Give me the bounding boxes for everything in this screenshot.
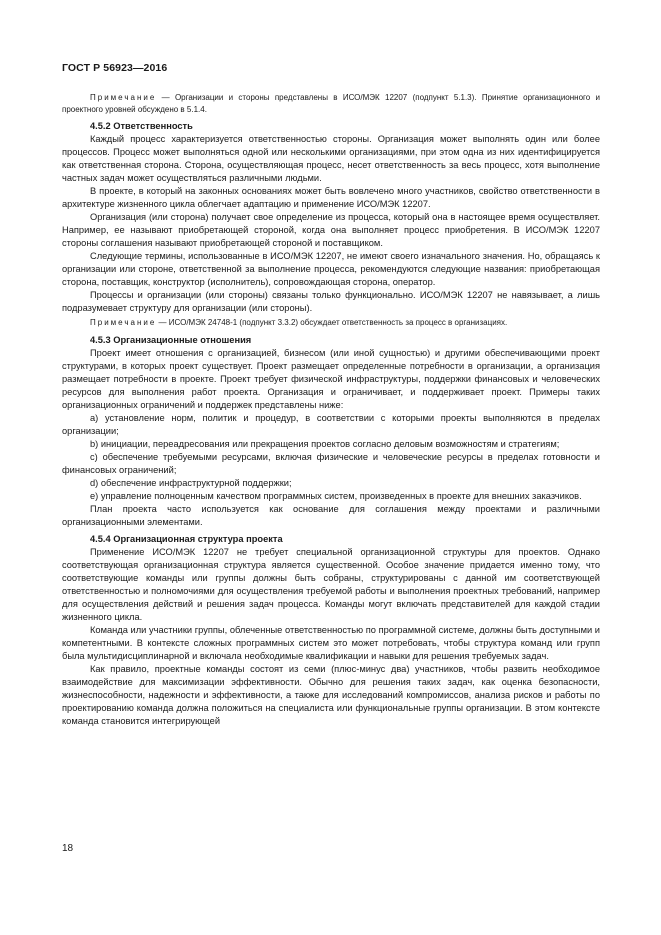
note-organizations (62, 92, 600, 116)
document-body (62, 92, 600, 728)
section-4-5-3-title: 4.5.3 Организационные отношения (90, 334, 252, 345)
list-item: а) установление норм, политик и процедур, в соответствии с которыми проекты выполняются в пределах организации; (62, 412, 600, 436)
paragraph: План проекта часто используется как основание для соглашения между проектами и различными организационными элементами. (62, 503, 600, 527)
section-4-5-4-title: 4.5.4 Организационная структура проекта (90, 533, 283, 544)
paragraph: Организация (или сторона) получает свое определение из процесса, который она в настоящее время осуществляет. Например, ее называют приобретающей стороной, когда она выполняет процесс приобретения. В ИСО/МЭК 12207 стороны соглашения называют приобретающей стороной и поставщиком. (62, 212, 600, 249)
paragraph: Следующие термины, использованные в ИСО/МЭК 12207, не имеют своего изначального значения. Но, обращаясь к организации или стороне, ответственной за выполнение процесса, рекомендуются следующие названия: приобретающая сторона, поставщик, конструктор (исполнитель), сопровождающая сторона, оператор. (62, 251, 600, 288)
list-item: с) обеспечение требуемыми ресурсами, включая физические и человеческие ресурсы в пределах готовности и финансовых ограничений; (62, 451, 600, 475)
list-item: е) управление полноценным качеством программных систем, произведенных в проекте для внешних заказчиков. (90, 490, 582, 501)
paragraph: В проекте, в который на законных основаниях может быть вовлечено много участников, свойство ответственности в архитектуре жизненного цикла облегчает адаптацию и применение ИСО/МЭК 12207. (62, 186, 600, 210)
section-4-5-2-title: 4.5.2 Ответственность (90, 121, 193, 132)
note-text: — ИСО/МЭК 24748-1 (подпункт 3.3.2) обсуждает ответственность за процесс в организациях. (156, 318, 508, 328)
paragraph: Применение ИСО/МЭК 12207 не требует специальной организационной структуры для проектов. Однако соответствующая организационная структура является существенной. Особое значение придается именно тому, что соответствующие команды или группы должны быть собраны, структурированы с данной им соответствующей ответственностью и полномочиями для осуществления требуемой работы и выполнения проектных требований, например для осуществления действий и решения задач процесса. Команды могут включать представителей для каждой стадии жизненного цикла. (62, 546, 600, 622)
list-item: d) обеспечение инфраструктурной поддержки; (90, 477, 292, 488)
paragraph: Как правило, проектные команды состоят из семи (плюс-минус два) участников, чтобы развить необходимое взаимодействие для максимизации эффективности. Обычно для решения таких задач, как оценка безопасности, жизнеспособности, надежности и эффективности, а также для исследований компромиссов, анализа рисков и работы по проектированию команда должна положиться на специалиста или функциональные группы организации. В этом контексте команда становится интегрирующей (62, 663, 600, 726)
list-item: b) инициации, переадресования или прекращения проектов согласно деловым возможностям и стратегиям; (90, 438, 560, 449)
paragraph: Команда или участники группы, облеченные ответственностью по программной системе, должны быть доступными и компетентными. В контексте сложных программных систем это может потребовать, чтобы структура команд или групп была мультидисциплинарной и включала необходимые квалификации и навыки для решения требуемых задач. (62, 624, 600, 661)
paragraph: Процессы и организации (или стороны) связаны только функционально. ИСО/МЭК 12207 не навязывает, а лишь подразумевает структуру для организации (или стороны). (62, 290, 600, 314)
paragraph: Проект имеет отношения с организацией, бизнесом (или иной сущностью) и другими обеспечивающими проект структурами, в которых проект существует. Проект размещает определенные потребности в организации, а организация размещает потребности в проекте. Проект требует физической инфраструктуры, поддержки финансовых и человеческих ресурсов для выполнения работ проекта. Организация и ограничивает, и поддерживает проект. Примеры таких организационных ограничений и поддержек представлены ниже: (62, 347, 600, 410)
note-label: Примечание (90, 93, 157, 102)
paragraph: Каждый процесс характеризуется ответственностью стороны. Организация может выполнять один или более процессов. Процесс может выполняться одной или несколькими организациями, при этом одна из них идентифицируется как ответственная сторона. Сторона, осуществляющая процесс, несет ответственность за весь процесс, хотя выполнение частных задач может осуществляться различными людьми. (62, 134, 600, 184)
page-number: 18 (62, 843, 74, 854)
document-header: ГОСТ Р 56923—2016 (62, 62, 168, 74)
note-responsibility (62, 317, 600, 329)
note-label: Примечание (90, 318, 157, 328)
note-text: — Организации и стороны представлены в ИСО/МЭК 12207 (подпункт 5.1.3). Принятие организационного и проектного уровней обсуждено в 5.1.4. (62, 93, 600, 115)
